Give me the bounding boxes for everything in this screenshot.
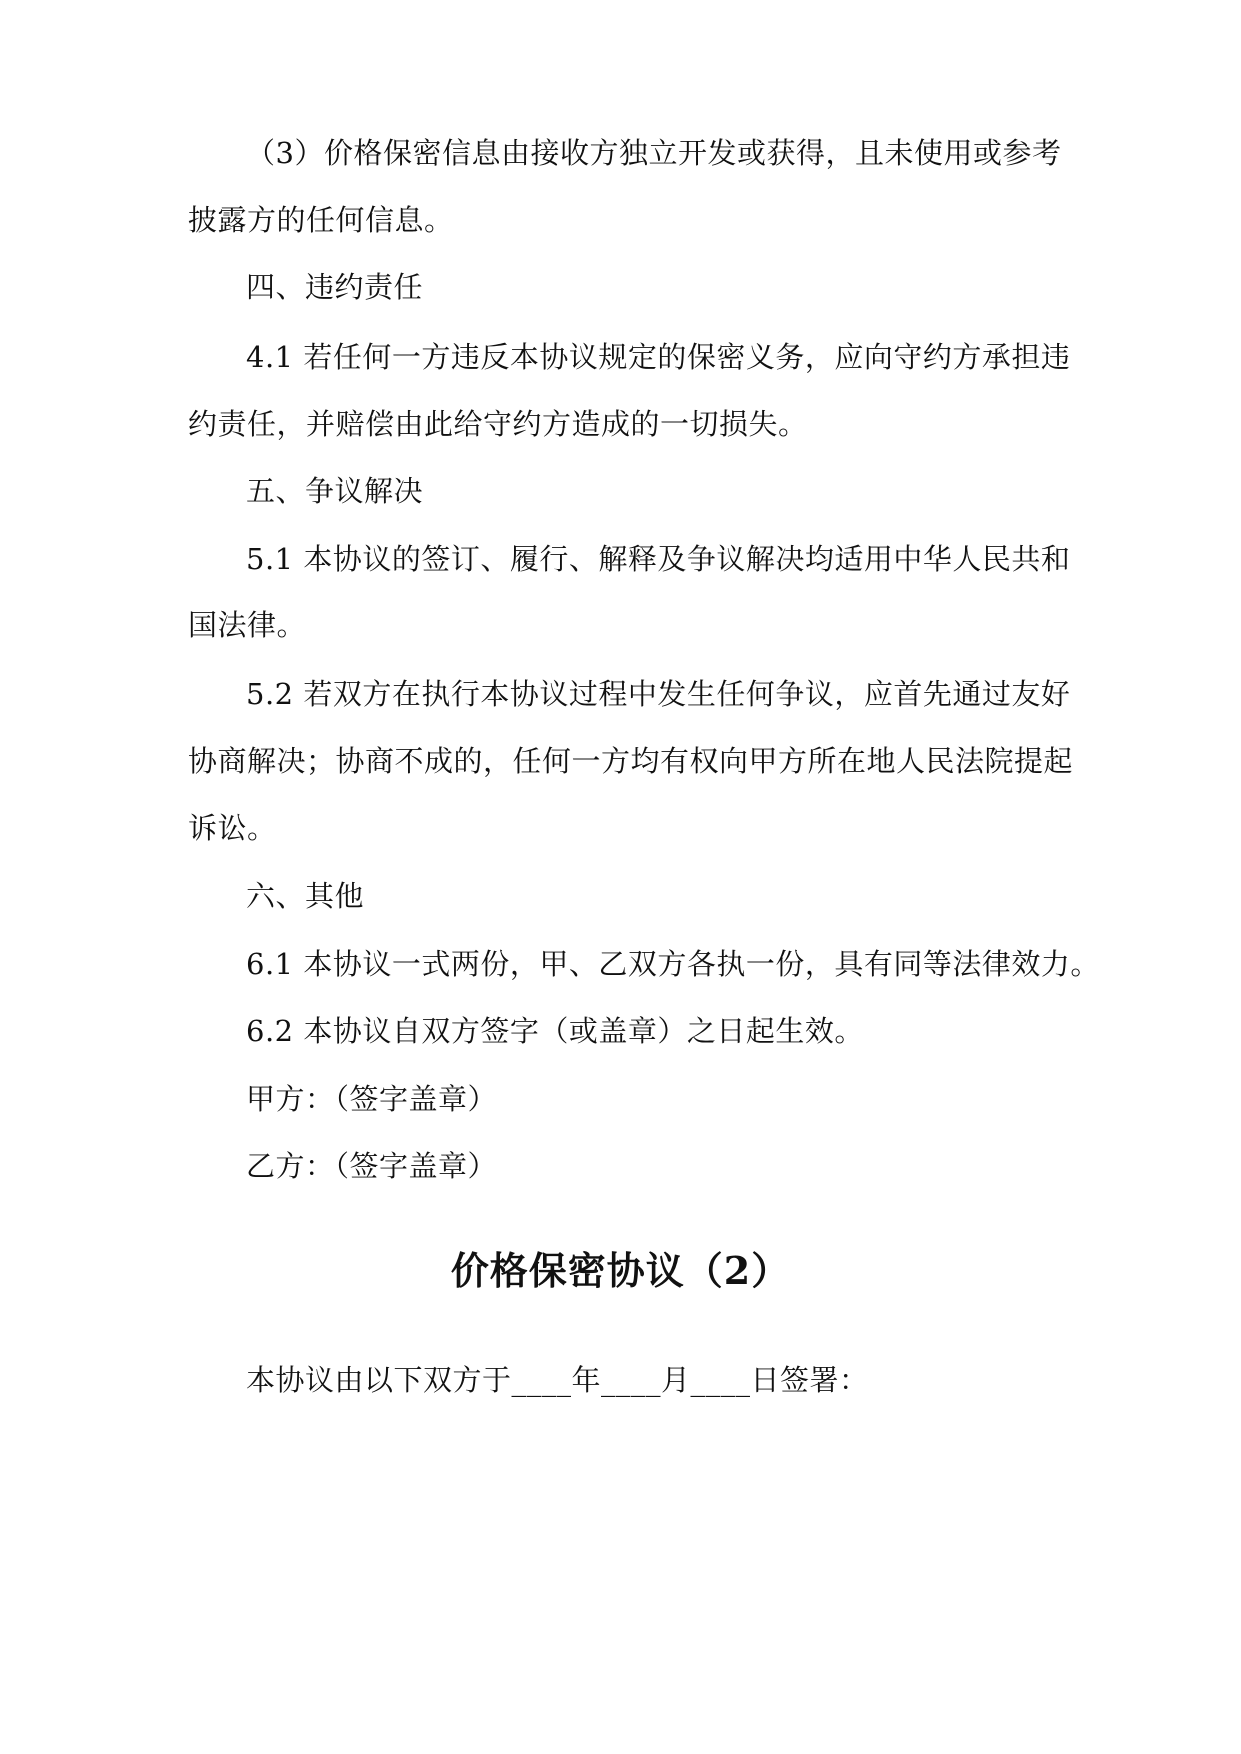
section-heading-5: 五、争议解决 xyxy=(246,474,424,508)
clause-4-1-line-1: 4.1 若任何一方违反本协议规定的保密义务，应向守约方承担违 xyxy=(246,340,1071,374)
clause-3-3-line-1: （3）价格保密信息由接收方独立开发或获得，且未使用或参考 xyxy=(246,136,1062,170)
agreement-2-title: 价格保密协议（2） xyxy=(450,1248,791,1293)
clause-3-3-line-2: 披露方的任何信息。 xyxy=(188,203,454,237)
section-heading-6: 六、其他 xyxy=(246,879,365,913)
party-a-signature: 甲方：（签字盖章） xyxy=(246,1082,498,1116)
party-b-signature: 乙方：（签字盖章） xyxy=(246,1149,498,1183)
clause-6-1: 6.1 本协议一式两份，甲、乙双方各执一份，具有同等法律效力。 xyxy=(246,947,1100,981)
section-heading-4: 四、违约责任 xyxy=(246,270,424,304)
clause-5-1-line-1: 5.1 本协议的签订、履行、解释及争议解决均适用中华人民共和 xyxy=(246,542,1071,576)
clause-4-1-line-2: 约责任，并赔偿由此给守约方造成的一切损失。 xyxy=(188,407,808,441)
clause-5-1-line-2: 国法律。 xyxy=(188,608,307,642)
clause-5-2-line-1: 5.2 若双方在执行本协议过程中发生任何争议，应首先通过友好 xyxy=(246,677,1071,711)
agreement-2-intro: 本协议由以下双方于____年____月____日签署： xyxy=(246,1363,869,1397)
clause-5-2-line-3: 诉讼。 xyxy=(188,811,277,845)
clause-6-2: 6.2 本协议自双方签字（或盖章）之日起生效。 xyxy=(246,1014,864,1048)
clause-5-2-line-2: 协商解决；协商不成的，任何一方均有权向甲方所在地人民法院提起 xyxy=(188,744,1074,778)
